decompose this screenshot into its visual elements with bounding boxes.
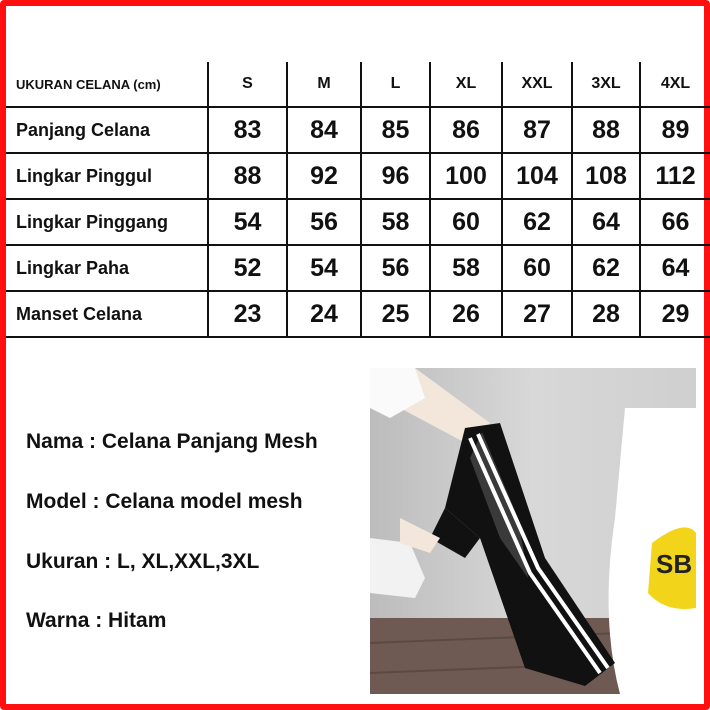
header-cell: XL xyxy=(430,62,502,107)
header-cell: M xyxy=(287,62,361,107)
table-cell: 100 xyxy=(430,153,502,199)
table-cell: 85 xyxy=(361,107,430,153)
row-label: Manset Celana xyxy=(6,291,208,337)
row-label: Lingkar Pinggang xyxy=(6,199,208,245)
product-name-text: Nama : Celana Panjang Mesh xyxy=(26,430,318,453)
table-cell: 96 xyxy=(361,153,430,199)
table-row xyxy=(6,245,710,291)
table-cell: 84 xyxy=(287,107,361,153)
table-cell: 23 xyxy=(208,291,287,337)
size-header-row xyxy=(6,62,710,107)
table-cell: 56 xyxy=(287,199,361,245)
header-cell: L xyxy=(361,62,430,107)
table-cell: 112 xyxy=(640,153,710,199)
table-cell: 24 xyxy=(287,291,361,337)
shirt-print-text: SB xyxy=(656,549,693,579)
table-cell: 89 xyxy=(640,107,710,153)
product-model-text: Model : Celana model mesh xyxy=(26,490,303,513)
header-cell: 4XL xyxy=(640,62,710,107)
table-cell: 104 xyxy=(502,153,572,199)
table-cell: 56 xyxy=(361,245,430,291)
header-cell: 3XL xyxy=(572,62,640,107)
table-cell: 28 xyxy=(572,291,640,337)
table-cell: 88 xyxy=(572,107,640,153)
header-cell: UKURAN CELANA (cm) xyxy=(6,62,208,107)
header-cell: S xyxy=(208,62,287,107)
table-row xyxy=(6,107,710,153)
header-cell: XXL xyxy=(502,62,572,107)
product-color-text: Warna : Hitam xyxy=(26,609,167,632)
table-cell: 62 xyxy=(572,245,640,291)
table-cell: 54 xyxy=(287,245,361,291)
table-row xyxy=(6,199,710,245)
table-cell: 83 xyxy=(208,107,287,153)
table-cell: 27 xyxy=(502,291,572,337)
table-cell: 92 xyxy=(287,153,361,199)
table-cell: 86 xyxy=(430,107,502,153)
table-cell: 64 xyxy=(572,199,640,245)
table-cell: 60 xyxy=(430,199,502,245)
size-chart-table xyxy=(6,62,710,338)
table-cell: 108 xyxy=(572,153,640,199)
table-cell: 66 xyxy=(640,199,710,245)
table-cell: 29 xyxy=(640,291,710,337)
table-cell: 26 xyxy=(430,291,502,337)
table-cell: 88 xyxy=(208,153,287,199)
product-photo xyxy=(370,368,696,694)
table-row xyxy=(6,291,710,337)
table-cell: 52 xyxy=(208,245,287,291)
row-label: Panjang Celana xyxy=(6,107,208,153)
table-cell: 87 xyxy=(502,107,572,153)
table-cell: 64 xyxy=(640,245,710,291)
product-photo-drawing xyxy=(370,368,696,694)
table-cell: 58 xyxy=(430,245,502,291)
table-cell: 54 xyxy=(208,199,287,245)
table-cell: 58 xyxy=(361,199,430,245)
table-row xyxy=(6,153,710,199)
table-cell: 60 xyxy=(502,245,572,291)
table-cell: 62 xyxy=(502,199,572,245)
table-cell: 25 xyxy=(361,291,430,337)
row-label: Lingkar Paha xyxy=(6,245,208,291)
product-size-text: Ukuran : L, XL,XXL,3XL xyxy=(26,550,260,573)
row-label: Lingkar Pinggul xyxy=(6,153,208,199)
